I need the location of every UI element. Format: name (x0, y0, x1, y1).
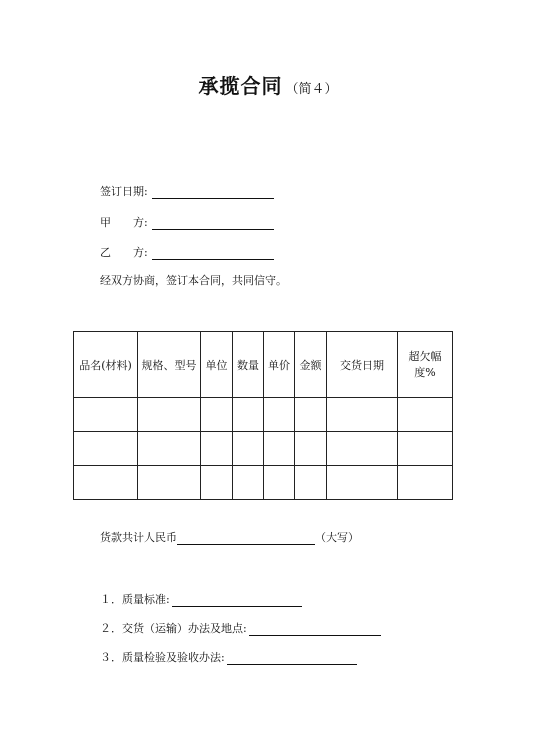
delivery-method-item (100, 620, 381, 636)
payment-amount-line[interactable] (177, 532, 315, 545)
party-a-field[interactable] (100, 214, 274, 230)
table-cell[interactable] (138, 432, 201, 466)
party-a-line[interactable] (152, 217, 274, 230)
table-cell[interactable] (398, 466, 453, 500)
table-cell[interactable] (233, 466, 264, 500)
header-cell: 规格、型号 (138, 332, 201, 398)
header-cell: 单位 (201, 332, 233, 398)
payment-line (100, 529, 359, 545)
table-row (74, 432, 453, 466)
table-cell[interactable] (295, 398, 327, 432)
table-cell[interactable] (264, 432, 295, 466)
header-cell: 金额 (295, 332, 327, 398)
header-cell (398, 332, 453, 398)
party-b-line[interactable] (152, 247, 274, 260)
header-over-under-label: 超欠幅度% (408, 349, 442, 379)
inspection-method-label: ３．质量检验及验收办法: (100, 651, 225, 664)
header-cell: 单价 (264, 332, 295, 398)
table-cell[interactable] (264, 466, 295, 500)
table-cell[interactable] (74, 398, 138, 432)
table-row (74, 398, 453, 432)
party-b-label: 乙 方: (100, 246, 148, 259)
table-cell[interactable] (295, 466, 327, 500)
party-b-field[interactable] (100, 244, 274, 260)
table-cell[interactable] (74, 432, 138, 466)
party-a-label: 甲 方: (100, 216, 148, 229)
table-cell[interactable] (327, 432, 398, 466)
table-cell[interactable] (327, 398, 398, 432)
table-header-row (74, 332, 453, 398)
table-cell[interactable] (295, 432, 327, 466)
table-cell[interactable] (201, 398, 233, 432)
delivery-method-label: ２．交货（运输）办法及地点: (100, 622, 247, 635)
agreement-text: 经双方协商，签订本合同，共同信守。 (100, 274, 287, 287)
table-row (74, 466, 453, 500)
table-cell[interactable] (327, 466, 398, 500)
table-cell[interactable] (264, 398, 295, 432)
table-cell[interactable] (233, 398, 264, 432)
inspection-method-item (100, 649, 357, 665)
quality-standard-item (100, 591, 302, 607)
payment-suffix: （大写） (315, 531, 359, 544)
table-cell[interactable] (138, 398, 201, 432)
goods-table (73, 331, 453, 500)
header-cell: 数量 (233, 332, 264, 398)
inspection-method-line[interactable] (227, 652, 357, 665)
sign-date-field[interactable] (100, 183, 274, 199)
title-main: 承揽合同 (198, 74, 283, 98)
payment-prefix: 货款共计人民币 (100, 531, 177, 544)
sign-date-line[interactable] (152, 186, 274, 199)
table-cell[interactable] (74, 466, 138, 500)
table-cell[interactable] (201, 432, 233, 466)
table-cell[interactable] (233, 432, 264, 466)
header-cell: 交货日期 (327, 332, 398, 398)
document-title (0, 70, 536, 99)
quality-standard-label: １．质量标准: (100, 593, 170, 606)
sign-date-label: 签订日期: (100, 185, 148, 198)
header-cell: 品名(材料) (74, 332, 138, 398)
delivery-method-line[interactable] (249, 623, 381, 636)
table-cell[interactable] (398, 398, 453, 432)
table-cell[interactable] (138, 466, 201, 500)
table-cell[interactable] (398, 432, 453, 466)
quality-standard-line[interactable] (172, 594, 302, 607)
table-cell[interactable] (201, 466, 233, 500)
title-sub: （简４） (285, 82, 338, 97)
